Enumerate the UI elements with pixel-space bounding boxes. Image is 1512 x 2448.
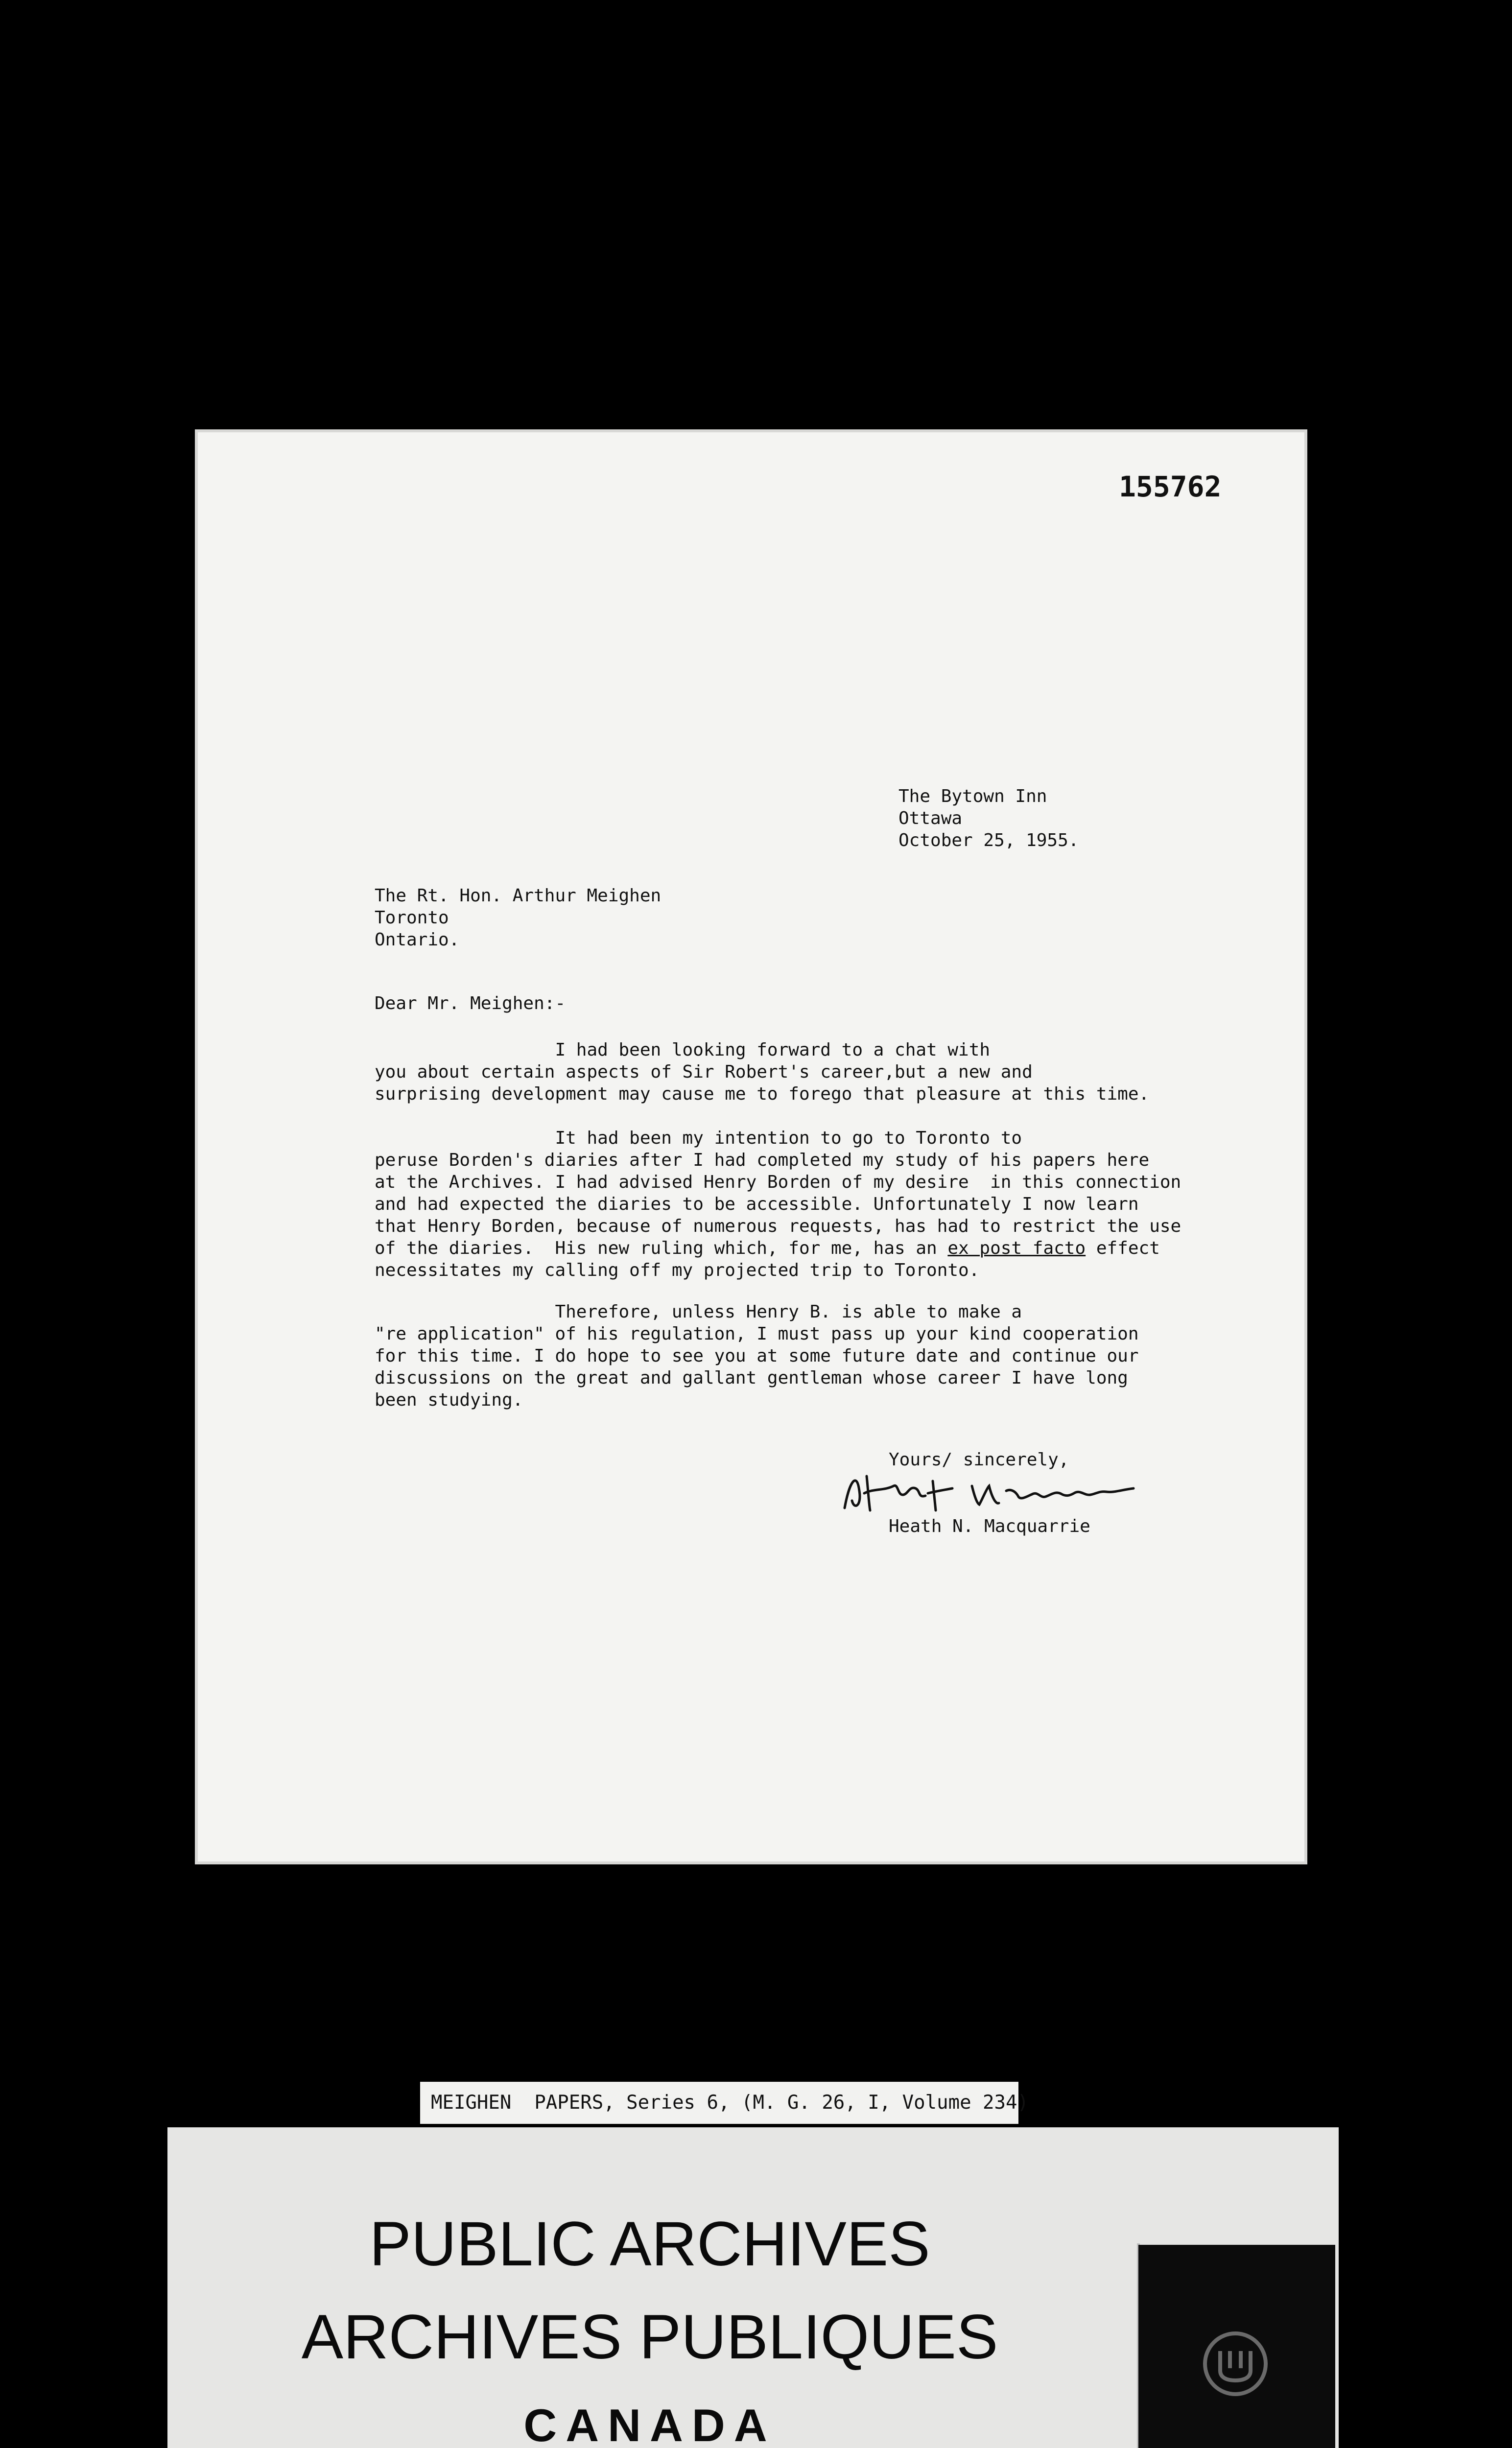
paragraph-line [375,1239,1160,1258]
document-number: 155762 [1119,470,1222,503]
salutation: Dear Mr. Meighen:- [375,993,566,1013]
paragraph-line: that Henry Borden, because of numerous requests, has had to restrict the use [375,1216,1181,1236]
paragraph-line: and had expected the diaries to be accessible. Unfortunately I now learn [375,1194,1139,1214]
paragraph-line: you about certain aspects of Sir Robert's career,but a new and [375,1062,1033,1082]
signature-name: Heath N. Macquarrie [889,1516,1090,1536]
underlined-phrase: ex post facto [947,1238,1086,1258]
paragraph-line: been studying. [375,1390,523,1410]
archives-emblem-icon [1201,2329,1270,2399]
address-line: The Bytown Inn [898,786,1047,806]
paragraph-line: Therefore, unless Henry B. is able to make a [375,1302,1022,1322]
paragraph-line: at the Archives. I had advised Henry Borden of my desire in this connection [375,1172,1181,1192]
paragraph-line: surprising development may cause me to forego that pleasure at this time. [375,1084,1150,1104]
archives-country: CANADA [523,2400,776,2448]
paragraph-line: necessitates my calling off my projected trip to Toronto. [375,1260,980,1280]
paragraph-line: peruse Borden's diaries after I had completed my study of his papers here [375,1150,1150,1170]
recipient-line: Ontario. [375,930,460,950]
paragraph-line: I had been looking forward to a chat with [375,1040,991,1060]
archives-title-fr: ARCHIVES PUBLIQUES [301,2302,998,2372]
paragraph-line: discussions on the great and gallant gentleman whose career I have long [375,1368,1128,1388]
handwritten-signature [840,1461,1143,1520]
paragraph-line: "re application" of his regulation, I must pass up your kind cooperation [375,1324,1139,1344]
collection-label-text: MEIGHEN PAPERS, Series 6, (M. G. 26, I, Volume 234) [431,2092,1029,2114]
paragraph-text: effect [1086,1238,1160,1258]
paragraph-text: of the diaries. His new ruling which, for me, has an [375,1238,948,1258]
paragraph-line: for this time. I do hope to see you at some future date and continue our [375,1346,1139,1366]
address-line: Ottawa [898,808,963,828]
collection-label [420,2082,1029,2124]
address-line: October 25, 1955. [898,830,1079,850]
recipient-line: The Rt. Hon. Arthur Meighen [375,886,662,906]
paragraph-line: It had been my intention to go to Toronto to [375,1128,1022,1148]
recipient-line: Toronto [375,908,449,928]
archives-title-en: PUBLIC ARCHIVES [369,2209,930,2279]
closing: Yours/ sincerely, [889,1450,1069,1470]
